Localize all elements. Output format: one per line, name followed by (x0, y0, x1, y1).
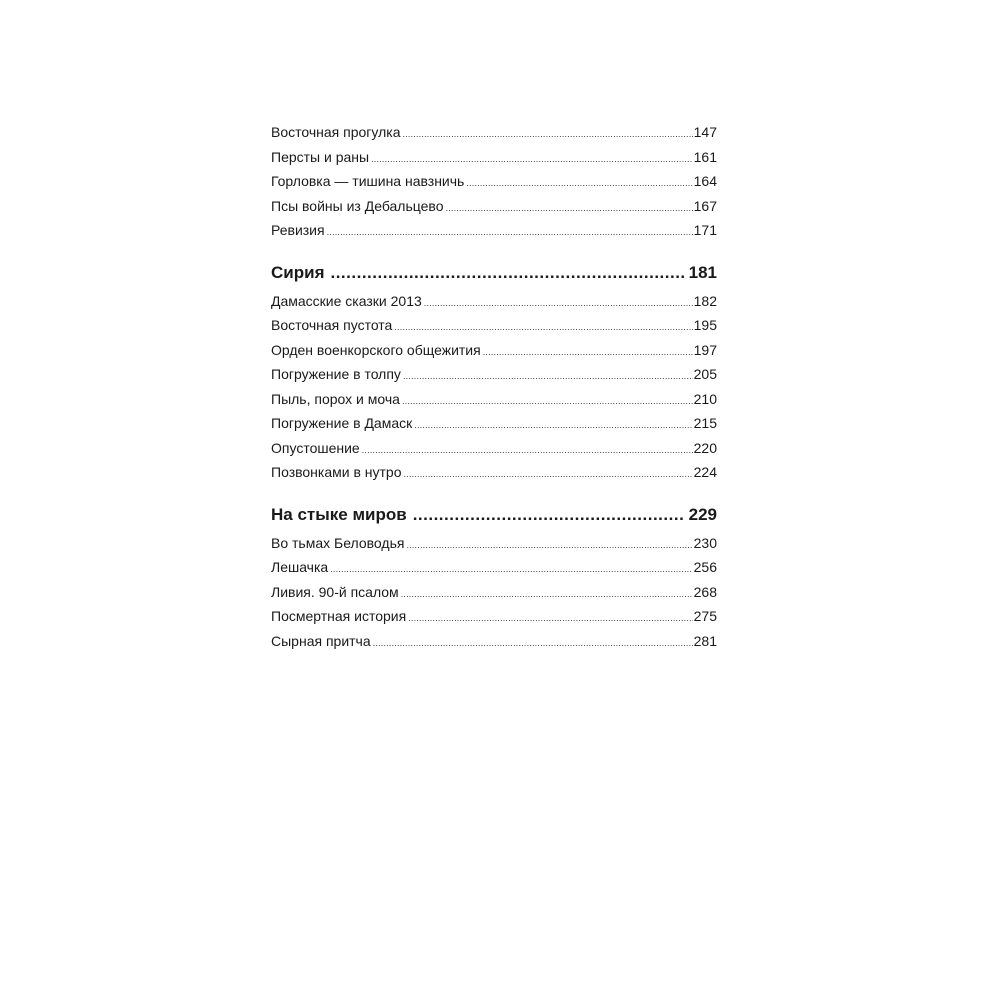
toc-entry-page: 205 (693, 366, 717, 382)
toc-entry[interactable] (271, 531, 717, 556)
toc-entry-title: Дамасские сказки 2013 (271, 292, 422, 309)
toc-entry-title: Посмертная история (271, 608, 407, 624)
dot-leader (402, 389, 693, 414)
dot-leader (394, 315, 692, 340)
toc-group-intro (271, 120, 717, 243)
toc-group-worlds (271, 503, 717, 654)
toc-entry[interactable] (271, 629, 717, 654)
toc-entry-title: Опустошение (271, 439, 360, 456)
dot-leader (424, 291, 693, 316)
dot-leader (330, 261, 684, 285)
dot-leader (408, 606, 692, 631)
dot-leader (401, 582, 693, 607)
toc-entry-page: 167 (693, 197, 717, 214)
toc-entry-page: 147 (693, 124, 717, 140)
toc-entry[interactable] (271, 194, 717, 219)
toc-entry-title: Восточная прогулка (271, 124, 401, 140)
toc-entry[interactable] (271, 218, 717, 243)
toc-section-title: На стыке миров (271, 504, 407, 524)
toc-group-syria (271, 261, 717, 485)
dot-leader (414, 413, 692, 438)
table-of-contents (271, 120, 717, 653)
toc-section-heading[interactable] (271, 261, 717, 285)
toc-entry-title: Позвонками в нутро (271, 464, 402, 480)
toc-entry-title: Ливия. 90-й псалом (271, 583, 399, 600)
toc-entry[interactable] (271, 411, 717, 436)
toc-entry-title: Сырная притча (271, 632, 371, 649)
toc-entry-title: Ревизия (271, 222, 325, 238)
dot-leader (330, 557, 692, 582)
toc-entry-page: 281 (693, 632, 717, 649)
toc-entry-page: 197 (693, 341, 717, 358)
toc-entry-title: Погружение в Дамаск (271, 415, 413, 431)
toc-entry[interactable] (271, 145, 717, 170)
toc-entry-page: 171 (693, 222, 717, 238)
toc-entry[interactable] (271, 387, 717, 412)
dot-leader (373, 631, 693, 656)
toc-entry[interactable] (271, 362, 717, 387)
toc-entry[interactable] (271, 460, 717, 485)
toc-section-title: Сирия (271, 262, 325, 282)
toc-entry[interactable] (271, 436, 717, 461)
toc-entry-page: 268 (693, 583, 717, 600)
toc-entry-title: Псы войны из Дебальцево (271, 197, 444, 214)
toc-entry-page: 224 (693, 464, 717, 480)
dot-leader (413, 503, 685, 527)
toc-entry-page: 256 (693, 559, 717, 575)
dot-leader (327, 220, 693, 245)
toc-entry-title: Восточная пустота (271, 317, 393, 333)
toc-entry[interactable] (271, 289, 717, 314)
toc-entry-page: 220 (693, 439, 717, 456)
toc-section-heading[interactable] (271, 503, 717, 527)
toc-entry-title: Горловка — тишина навзничь (271, 173, 465, 189)
toc-entry-title: Во тьмах Беловодья (271, 534, 405, 551)
toc-entry-page: 161 (693, 148, 717, 165)
dot-leader (362, 438, 693, 463)
toc-entry[interactable] (271, 169, 717, 194)
dot-leader (402, 122, 692, 147)
dot-leader (483, 340, 693, 365)
toc-entry[interactable] (271, 120, 717, 145)
toc-entry[interactable] (271, 604, 717, 629)
toc-entry-title: Персты и раны (271, 148, 370, 165)
dot-leader (445, 196, 692, 221)
toc-entry[interactable] (271, 555, 717, 580)
toc-section-page: 229 (688, 504, 717, 524)
toc-entry[interactable] (271, 313, 717, 338)
toc-section-page: 181 (688, 262, 717, 282)
toc-entry-page: 210 (693, 390, 717, 407)
toc-entry-page: 215 (693, 415, 717, 431)
toc-entry-title: Пыль, порох и моча (271, 390, 400, 407)
toc-entry-page: 275 (693, 608, 717, 624)
dot-leader (403, 364, 693, 389)
dot-leader (466, 171, 692, 196)
toc-entry-title: Орден военкорского общежития (271, 341, 481, 358)
toc-entry-title: Лешачка (271, 559, 329, 575)
toc-entry-page: 230 (693, 534, 717, 551)
dot-leader (406, 533, 692, 558)
toc-entry-page: 164 (693, 173, 717, 189)
toc-entry-page: 182 (693, 292, 717, 309)
toc-entry[interactable] (271, 580, 717, 605)
toc-entry-page: 195 (693, 317, 717, 333)
toc-entry[interactable] (271, 338, 717, 363)
toc-entry-title: Погружение в толпу (271, 366, 401, 382)
dot-leader (371, 147, 693, 172)
dot-leader (404, 462, 693, 487)
